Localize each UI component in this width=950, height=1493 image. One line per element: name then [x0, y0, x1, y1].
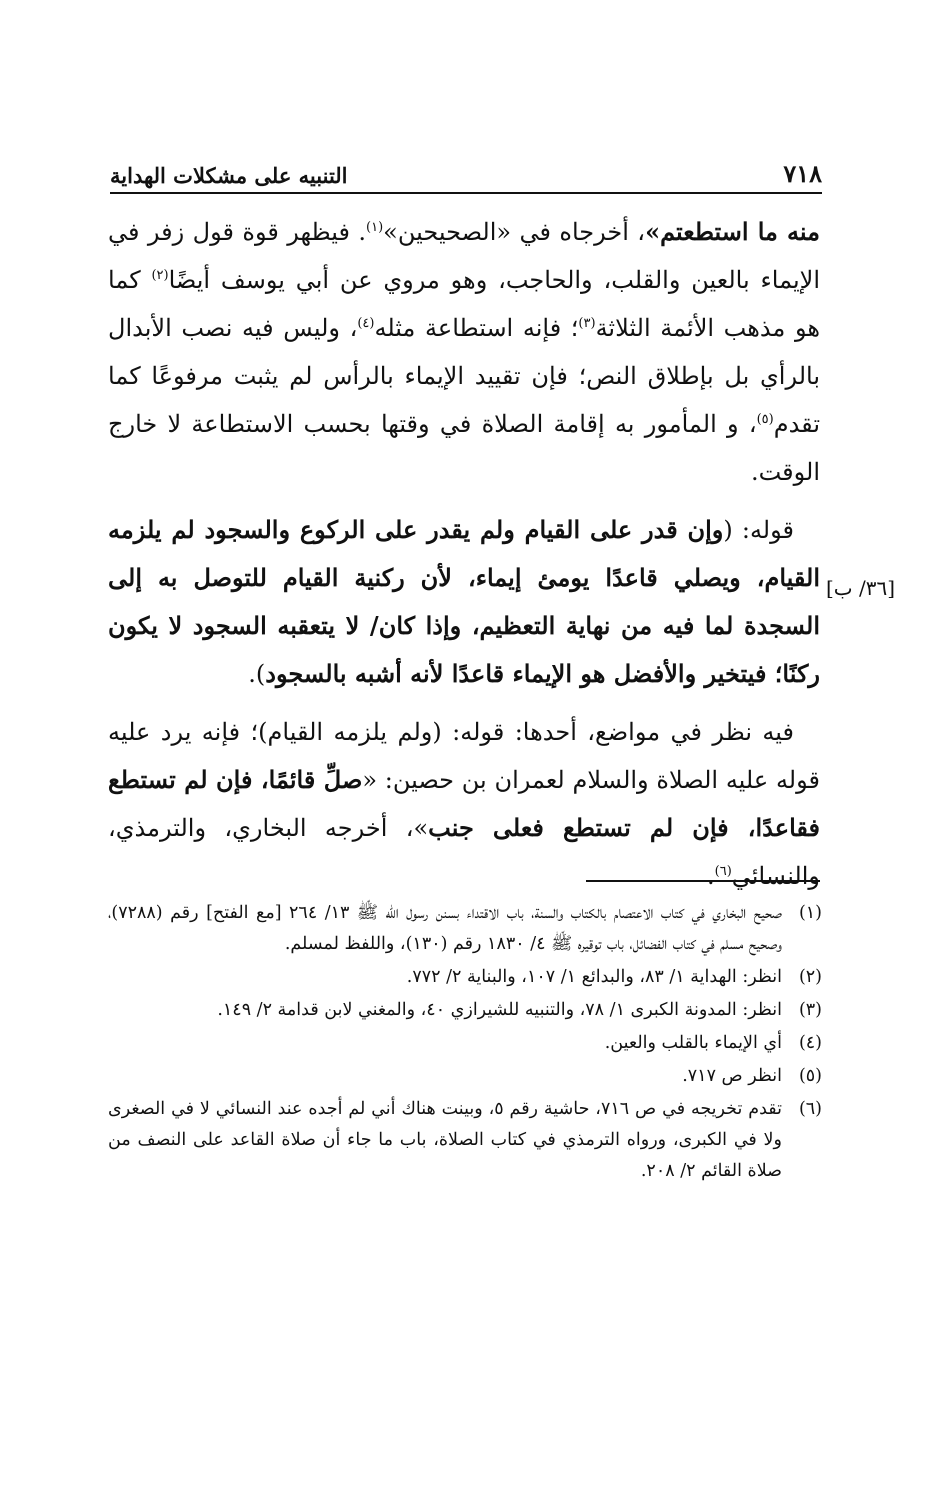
footnote-ref-5: (٥): [756, 412, 774, 427]
hadith-ending: منه ما استطعتم»: [645, 217, 821, 246]
footnote-rule: [586, 880, 820, 882]
footnote-text: صحيح البخاري في كتاب الاعتصام بالكتاب والسنة، باب الاقتداء بسنن رسول الله ﷺ ١٣/ ٢٦٤ [مع الفتح] رقم (٧٢٨٨)، وصحيح مسلم في كتاب الفضائل، باب توقيره ﷺ ٤/ ١٨٣٠ رقم (١٣٠)، واللفظ لمسلم.: [108, 903, 782, 954]
text-span: ، وليس فيه نصب الأبدال بالرأي بل بإطلاق النص؛ فإن تقييد الإيماء بالرأس لم يثبت مرفوعًا كما تقدم: [108, 314, 820, 438]
hadith-text: صلِّ قائمًا، فإن لم تستطع فقاعدًا، فإن لم تستطع فعلى جنب: [108, 765, 820, 842]
footnote-number: (٦): [798, 1099, 822, 1119]
text-span: . فيظهر قوة قول زفر في الإيماء بالعين والقلب، والحاجب، وهو مروي عن أبي يوسف أيضًا: [108, 218, 820, 294]
footnote: [108, 1094, 822, 1187]
footnote-text: انظر: المدونة الكبرى ١/ ٧٨، والتنبيه للشيرازي ٤٠، والمغني لابن قدامة ٢/ ١٤٩.: [217, 1000, 782, 1020]
footnote-number: (٣): [798, 1000, 822, 1020]
footnote: [108, 962, 822, 993]
footnote: [108, 1028, 822, 1059]
manuscript-folio-ref: [٣٦/ ب]: [826, 576, 896, 600]
footnote-ref-2: (٢): [151, 268, 169, 283]
text-span: ؛ فإنه استطاعة مثله: [374, 314, 579, 342]
text-span: قوله: (: [723, 516, 794, 544]
footnote: [108, 898, 822, 960]
header-rule: [110, 192, 822, 194]
footnote-ref-3: (٣): [578, 316, 596, 331]
book-title: التنبيه على مشكلات الهداية: [110, 163, 348, 188]
footnote-text: تقدم تخريجه في ص ٧١٦، حاشية رقم ٥، وبينت هناك أني لم أجده عند النسائي لا في الصغرى ولا في الكبرى، ورواه الترمذي في كتاب الصلاة، باب ما جاء أن صلاة القاعد على النصف من صلاة القائم ٢/ ٢٠٨.: [108, 1099, 782, 1181]
paragraph-3: [108, 708, 820, 900]
footnote-number: (٥): [798, 1066, 822, 1086]
footnote-number: (١): [798, 903, 822, 923]
running-header: [110, 148, 822, 188]
footnote: [108, 995, 822, 1026]
text-span: ، أخرجاه في «الصحيحين»: [383, 218, 646, 246]
footnote-number: (٢): [798, 967, 822, 987]
text-span: ).: [248, 660, 266, 688]
quoted-matn: وإن قدر على القيام ولم يقدر على الركوع والسجود لم يلزمه القيام، ويصلي قاعدًا يومئ إيماء، لأن ركنية القيام للتوصل به إلى السجدة لما فيه من نهاية التعظيم، وإذا كان/ لا يتعقبه السجود لا يكون ركنًا؛ فيتخير والأفضل هو الإيماء قاعدًا لأنه أشبه بالسجود: [108, 515, 820, 688]
text-span: ، و المأمور به إقامة الصلاة في وقتها بحسب الاستطاعة لا خارج الوقت.: [108, 410, 820, 486]
text-span: »، أخرجه البخاري، والترمذي، والنسائي: [108, 814, 820, 890]
footnote-text: أي الإيماء بالقلب والعين.: [604, 1033, 782, 1053]
footnote-text: انظر ص ٧١٧.: [682, 1066, 782, 1086]
main-text: [108, 208, 820, 900]
text-span: فيه نظر في مواضع، أحدها: قوله: (ولم يلزمه القيام)؛ فإنه يرد عليه قوله عليه الصلاة والسلام لعمران بن حصين: «: [108, 718, 820, 794]
footnote-number: (٤): [798, 1033, 822, 1053]
footnote-ref-4: (٤): [357, 316, 375, 331]
text-span: كما هو مذهب الأئمة الثلاثة: [108, 266, 821, 342]
footnote-ref-6: (٦): [714, 864, 732, 879]
footnote: [108, 1061, 822, 1092]
footnotes: [108, 898, 822, 1189]
page-number: ٧١٨: [783, 159, 822, 188]
paragraph-2-quoted-text: [108, 506, 820, 698]
text-span: .: [707, 862, 715, 890]
paragraph-1: [108, 208, 820, 496]
footnote-text: انظر: الهداية ١/ ٨٣، والبدائع ١/ ١٠٧، والبناية ٢/ ٧٧٢.: [406, 967, 782, 987]
footnote-ref-1: (١): [366, 220, 384, 235]
